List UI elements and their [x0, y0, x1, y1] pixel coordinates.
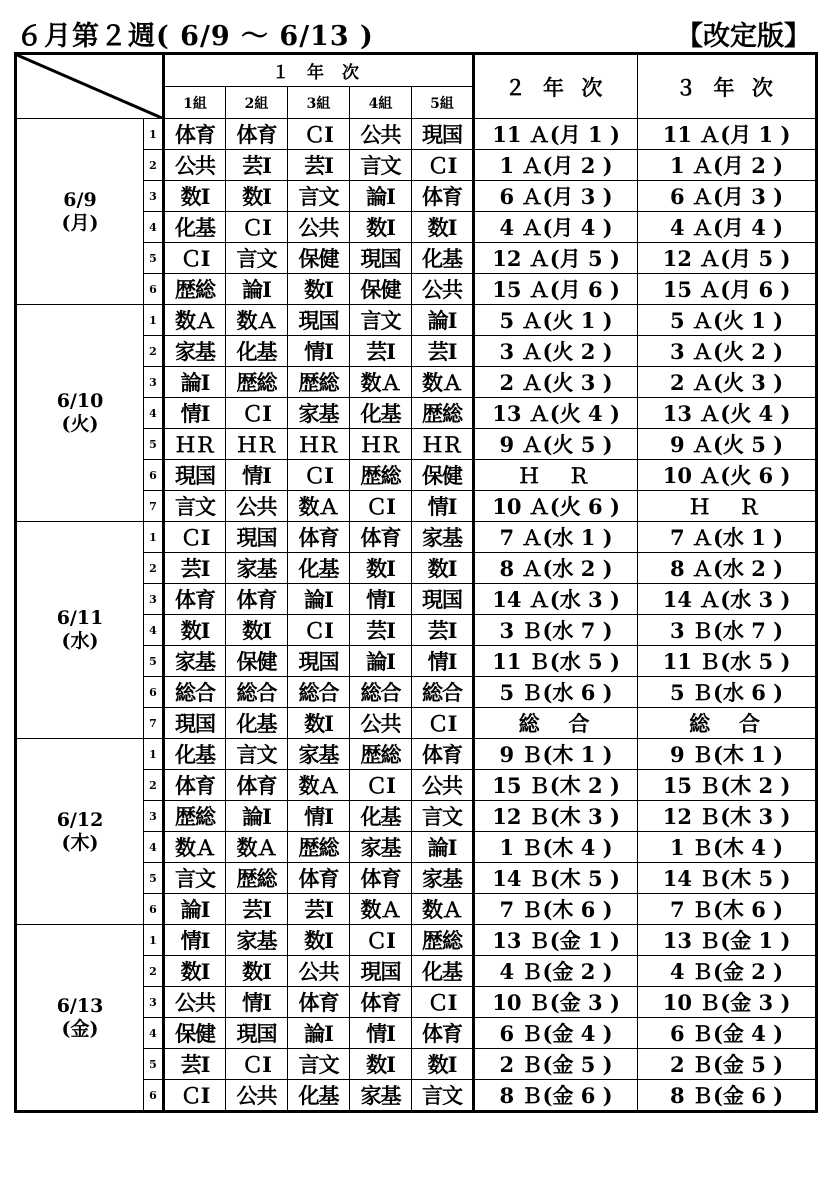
document-header: [8, 14, 821, 50]
subject-cell: 言文: [412, 1080, 474, 1112]
subject-cell: 歴総: [350, 460, 412, 491]
subject-cell: ＨＲ: [288, 429, 350, 460]
period-number: 6: [144, 1080, 164, 1112]
subject-cell: 言文: [164, 491, 226, 522]
subject-cell: 現国: [412, 119, 474, 150]
subject-cell: 化基: [226, 708, 288, 739]
subject-cell: 家基: [226, 553, 288, 584]
subject-cell: 化基: [412, 243, 474, 274]
subject-cell: 数Ａ: [350, 894, 412, 925]
period-number: 5: [144, 1049, 164, 1080]
subject-cell: ＣⅠ: [288, 119, 350, 150]
subject-cell: 保健: [350, 274, 412, 305]
year3-cell: 15 Ｂ(木 2 ): [638, 770, 817, 801]
year2-cell: 13 Ａ(火 4 ): [474, 398, 638, 429]
subject-cell: 体育: [288, 987, 350, 1018]
subject-cell: 現国: [164, 708, 226, 739]
year2-cell: 2 Ｂ(金 5 ): [474, 1049, 638, 1080]
year2-cell: 12 Ａ(月 5 ): [474, 243, 638, 274]
subject-cell: 公共: [226, 1080, 288, 1112]
subject-cell: 現国: [350, 956, 412, 987]
table-row: [16, 522, 817, 553]
year2-cell: 5 Ｂ(水 6 ): [474, 677, 638, 708]
year3-cell: 15 Ａ(月 6 ): [638, 274, 817, 305]
subject-cell: 論Ⅰ: [288, 584, 350, 615]
subject-cell: 化基: [412, 956, 474, 987]
subject-cell: 数Ａ: [164, 832, 226, 863]
subject-cell: 言文: [350, 305, 412, 336]
subject-cell: 歴総: [412, 398, 474, 429]
subject-cell: 数Ａ: [226, 832, 288, 863]
subject-cell: 数Ⅰ: [350, 553, 412, 584]
year3-cell: 1 Ｂ(木 4 ): [638, 832, 817, 863]
subject-cell: ＣⅠ: [350, 491, 412, 522]
subject-cell: 体育: [350, 863, 412, 894]
year2-cell: 15 Ａ(月 6 ): [474, 274, 638, 305]
period-number: 2: [144, 553, 164, 584]
subject-cell: 体育: [164, 770, 226, 801]
year2-cell: 1 Ａ(月 2 ): [474, 150, 638, 181]
subject-cell: ＨＲ: [350, 429, 412, 460]
subject-cell: 化基: [288, 1080, 350, 1112]
period-number: 5: [144, 863, 164, 894]
subject-cell: 化基: [164, 212, 226, 243]
subject-cell: 化基: [226, 336, 288, 367]
day-weekday: (木): [61, 831, 99, 854]
period-number: 3: [144, 801, 164, 832]
year3-cell: Ｈ Ｒ: [638, 491, 817, 522]
year2-cell: 11 Ｂ(水 5 ): [474, 646, 638, 677]
subject-cell: 数Ａ: [164, 305, 226, 336]
year3-cell: 9 Ａ(火 5 ): [638, 429, 817, 460]
subject-cell: 家基: [288, 739, 350, 770]
subject-cell: 体育: [164, 119, 226, 150]
year3-cell: 5 Ｂ(水 6 ): [638, 677, 817, 708]
day-weekday: (水): [61, 630, 99, 652]
subject-cell: 論Ⅰ: [288, 1018, 350, 1049]
subject-cell: ＣⅠ: [412, 708, 474, 739]
subject-cell: 論Ⅰ: [226, 274, 288, 305]
subject-cell: 保健: [288, 243, 350, 274]
table-row: [16, 739, 817, 770]
subject-cell: 芸Ⅰ: [412, 615, 474, 646]
subject-cell: 体育: [412, 1018, 474, 1049]
subject-cell: 情Ⅰ: [164, 925, 226, 956]
subject-cell: 家基: [412, 522, 474, 553]
period-number: 3: [144, 367, 164, 398]
year2-cell: 9 Ａ(火 5 ): [474, 429, 638, 460]
year3-cell: 3 Ａ(火 2 ): [638, 336, 817, 367]
group-header: 2組: [226, 87, 288, 119]
subject-cell: ＣⅠ: [164, 522, 226, 553]
group-header: 4組: [350, 87, 412, 119]
subject-cell: 現国: [226, 522, 288, 553]
subject-cell: 化基: [350, 398, 412, 429]
period-number: 5: [144, 646, 164, 677]
year3-cell: 14 Ｂ(木 5 ): [638, 863, 817, 894]
year3-cell: 10 Ｂ(金 3 ): [638, 987, 817, 1018]
year2-cell: 総 合: [474, 708, 638, 739]
year2-cell: 1 Ｂ(木 4 ): [474, 832, 638, 863]
subject-cell: 化基: [164, 739, 226, 770]
subject-cell: 数Ⅰ: [164, 181, 226, 212]
period-number: 1: [144, 305, 164, 336]
period-number: 3: [144, 584, 164, 615]
subject-cell: 総合: [350, 677, 412, 708]
subject-cell: 芸Ⅰ: [288, 150, 350, 181]
day-weekday: (月): [61, 211, 99, 234]
group-header: 3組: [288, 87, 350, 119]
subject-cell: ＣⅠ: [164, 243, 226, 274]
subject-cell: 体育: [288, 522, 350, 553]
year2-cell: 7 Ａ(水 1 ): [474, 522, 638, 553]
year3-cell: 総 合: [638, 708, 817, 739]
subject-cell: 歴総: [412, 925, 474, 956]
period-number: 6: [144, 894, 164, 925]
year2-cell: 3 Ａ(火 2 ): [474, 336, 638, 367]
subject-cell: ＣⅠ: [226, 398, 288, 429]
year3-cell: 8 Ａ(水 2 ): [638, 553, 817, 584]
revision-badge: 【改定版】: [676, 21, 811, 52]
year3-cell: 11 Ｂ(水 5 ): [638, 646, 817, 677]
subject-cell: 情Ⅰ: [164, 398, 226, 429]
subject-cell: 数Ⅰ: [412, 212, 474, 243]
subject-cell: 公共: [412, 770, 474, 801]
subject-cell: ＨＲ: [164, 429, 226, 460]
year2-cell: 9 Ｂ(木 1 ): [474, 739, 638, 770]
subject-cell: 家基: [350, 1080, 412, 1112]
subject-cell: 公共: [412, 274, 474, 305]
subject-cell: 家基: [164, 336, 226, 367]
subject-cell: 情Ⅰ: [288, 801, 350, 832]
subject-cell: 体育: [226, 584, 288, 615]
year2-cell: 10 Ｂ(金 3 ): [474, 987, 638, 1018]
subject-cell: 言文: [164, 863, 226, 894]
subject-cell: 歴総: [226, 367, 288, 398]
period-number: 6: [144, 677, 164, 708]
year2-cell: 13 Ｂ(金 1 ): [474, 925, 638, 956]
subject-cell: 数Ⅰ: [288, 925, 350, 956]
period-number: 2: [144, 956, 164, 987]
subject-cell: ＣⅠ: [226, 212, 288, 243]
year3-header: ３ 年 次: [638, 54, 817, 119]
subject-cell: ＣⅠ: [412, 987, 474, 1018]
period-number: 3: [144, 987, 164, 1018]
group-header: 5組: [412, 87, 474, 119]
subject-cell: 家基: [350, 832, 412, 863]
year3-cell: 4 Ｂ(金 2 ): [638, 956, 817, 987]
year1-header: １ 年 次: [164, 54, 474, 87]
corner-cell: [16, 54, 164, 119]
subject-cell: 公共: [288, 956, 350, 987]
year2-cell: 11 Ａ(月 1 ): [474, 119, 638, 150]
year3-cell: 7 Ｂ(木 6 ): [638, 894, 817, 925]
year2-cell: 12 Ｂ(木 3 ): [474, 801, 638, 832]
year2-cell: 4 Ｂ(金 2 ): [474, 956, 638, 987]
subject-cell: 論Ⅰ: [412, 305, 474, 336]
day-cell: [16, 739, 144, 925]
period-number: 1: [144, 522, 164, 553]
year2-cell: 6 Ａ(月 3 ): [474, 181, 638, 212]
day-cell: [16, 305, 144, 522]
subject-cell: 現国: [226, 1018, 288, 1049]
subject-cell: 論Ⅰ: [412, 832, 474, 863]
subject-cell: 歴総: [164, 801, 226, 832]
subject-cell: 情Ⅰ: [226, 987, 288, 1018]
subject-cell: 芸Ⅰ: [164, 1049, 226, 1080]
subject-cell: 数Ａ: [412, 367, 474, 398]
year2-cell: 3 Ｂ(水 7 ): [474, 615, 638, 646]
table-row: [16, 925, 817, 956]
subject-cell: 公共: [164, 987, 226, 1018]
subject-cell: 数Ⅰ: [226, 181, 288, 212]
subject-cell: 数Ⅰ: [288, 274, 350, 305]
day-date: 6/9: [63, 188, 97, 211]
diagonal-line-icon: [17, 55, 162, 118]
year3-cell: 3 Ｂ(水 7 ): [638, 615, 817, 646]
subject-cell: 芸Ⅰ: [350, 336, 412, 367]
subject-cell: 数Ⅰ: [164, 615, 226, 646]
day-date: 6/12: [56, 808, 104, 831]
subject-cell: 総合: [164, 677, 226, 708]
subject-cell: 数Ⅰ: [350, 1049, 412, 1080]
subject-cell: 論Ⅰ: [164, 367, 226, 398]
year2-cell: 8 Ａ(水 2 ): [474, 553, 638, 584]
period-number: 6: [144, 274, 164, 305]
subject-cell: 論Ⅰ: [226, 801, 288, 832]
subject-cell: 現国: [412, 584, 474, 615]
subject-cell: 保健: [226, 646, 288, 677]
period-number: 4: [144, 832, 164, 863]
subject-cell: ＣⅠ: [412, 150, 474, 181]
subject-cell: 体育: [164, 584, 226, 615]
subject-cell: ＣⅠ: [288, 460, 350, 491]
period-number: 1: [144, 739, 164, 770]
subject-cell: 現国: [164, 460, 226, 491]
year2-cell: 14 Ａ(水 3 ): [474, 584, 638, 615]
year3-cell: 9 Ｂ(木 1 ): [638, 739, 817, 770]
period-number: 2: [144, 336, 164, 367]
subject-cell: 現国: [350, 243, 412, 274]
subject-cell: 芸Ⅰ: [288, 894, 350, 925]
period-number: 4: [144, 398, 164, 429]
subject-cell: 化基: [350, 801, 412, 832]
subject-cell: 言文: [288, 181, 350, 212]
subject-cell: 歴総: [350, 739, 412, 770]
subject-cell: 体育: [288, 863, 350, 894]
subject-cell: ＨＲ: [412, 429, 474, 460]
year3-cell: 14 Ａ(水 3 ): [638, 584, 817, 615]
subject-cell: 総合: [288, 677, 350, 708]
subject-cell: 体育: [350, 522, 412, 553]
subject-cell: 数Ａ: [288, 491, 350, 522]
subject-cell: 情Ⅰ: [412, 646, 474, 677]
period-number: 5: [144, 243, 164, 274]
subject-cell: ＨＲ: [226, 429, 288, 460]
subject-cell: 家基: [288, 398, 350, 429]
subject-cell: 公共: [164, 150, 226, 181]
period-number: 7: [144, 708, 164, 739]
timetable-body: [16, 119, 817, 1112]
year3-cell: 12 Ａ(月 5 ): [638, 243, 817, 274]
table-row: [16, 305, 817, 336]
year2-cell: 4 Ａ(月 4 ): [474, 212, 638, 243]
subject-cell: 保健: [164, 1018, 226, 1049]
subject-cell: 数Ａ: [350, 367, 412, 398]
day-date: 6/13: [56, 994, 104, 1017]
year2-cell: 10 Ａ(火 6 ): [474, 491, 638, 522]
subject-cell: 化基: [288, 553, 350, 584]
year2-cell: 5 Ａ(火 1 ): [474, 305, 638, 336]
year3-cell: 11 Ａ(月 1 ): [638, 119, 817, 150]
subject-cell: 家基: [412, 863, 474, 894]
year2-cell: 6 Ｂ(金 4 ): [474, 1018, 638, 1049]
timetable: [14, 52, 818, 1113]
year3-cell: 4 Ａ(月 4 ): [638, 212, 817, 243]
year2-header: ２ 年 次: [474, 54, 638, 119]
subject-cell: 体育: [350, 987, 412, 1018]
subject-cell: 歴総: [164, 274, 226, 305]
subject-cell: ＣⅠ: [350, 925, 412, 956]
subject-cell: 歴総: [226, 863, 288, 894]
subject-cell: 公共: [350, 708, 412, 739]
subject-cell: 芸Ⅰ: [226, 894, 288, 925]
subject-cell: ＣⅠ: [164, 1080, 226, 1112]
subject-cell: 情Ⅰ: [412, 491, 474, 522]
subject-cell: 体育: [412, 181, 474, 212]
subject-cell: 芸Ⅰ: [226, 150, 288, 181]
period-number: 4: [144, 1018, 164, 1049]
period-number: 5: [144, 429, 164, 460]
group-header: 1組: [164, 87, 226, 119]
day-date: 6/11: [56, 607, 104, 630]
subject-cell: 公共: [288, 212, 350, 243]
year2-cell: 8 Ｂ(金 6 ): [474, 1080, 638, 1112]
subject-cell: 数Ⅰ: [164, 956, 226, 987]
subject-cell: 数Ａ: [412, 894, 474, 925]
year2-cell: 14 Ｂ(木 5 ): [474, 863, 638, 894]
subject-cell: 現国: [288, 305, 350, 336]
subject-cell: 家基: [226, 925, 288, 956]
subject-cell: 言文: [288, 1049, 350, 1080]
year3-cell: 12 Ｂ(木 3 ): [638, 801, 817, 832]
page-title: ６月第２週( 6/9 ～ 6/13 ): [16, 21, 374, 52]
subject-cell: 芸Ⅰ: [412, 336, 474, 367]
day-date: 6/10: [56, 390, 104, 413]
subject-cell: 公共: [350, 119, 412, 150]
year3-cell: 2 Ｂ(金 5 ): [638, 1049, 817, 1080]
subject-cell: 言文: [350, 150, 412, 181]
subject-cell: 公共: [226, 491, 288, 522]
year2-cell: 7 Ｂ(木 6 ): [474, 894, 638, 925]
year3-cell: 2 Ａ(火 3 ): [638, 367, 817, 398]
year3-cell: 6 Ａ(月 3 ): [638, 181, 817, 212]
period-number: 1: [144, 119, 164, 150]
subject-cell: 体育: [226, 770, 288, 801]
year3-cell: 5 Ａ(火 1 ): [638, 305, 817, 336]
subject-cell: 歴総: [288, 367, 350, 398]
subject-cell: 数Ａ: [288, 770, 350, 801]
year3-cell: 13 Ｂ(金 1 ): [638, 925, 817, 956]
subject-cell: 芸Ⅰ: [164, 553, 226, 584]
subject-cell: 現国: [288, 646, 350, 677]
year3-cell: 10 Ａ(火 6 ): [638, 460, 817, 491]
year3-cell: 8 Ｂ(金 6 ): [638, 1080, 817, 1112]
year3-cell: 1 Ａ(月 2 ): [638, 150, 817, 181]
subject-cell: 数Ⅰ: [226, 615, 288, 646]
subject-cell: 芸Ⅰ: [350, 615, 412, 646]
subject-cell: 体育: [412, 739, 474, 770]
subject-cell: 数Ａ: [226, 305, 288, 336]
subject-cell: 言文: [412, 801, 474, 832]
subject-cell: 情Ⅰ: [226, 460, 288, 491]
subject-cell: 家基: [164, 646, 226, 677]
subject-cell: ＣⅠ: [350, 770, 412, 801]
period-number: 6: [144, 460, 164, 491]
day-weekday: (金): [61, 1017, 99, 1040]
day-cell: [16, 925, 144, 1112]
period-number: 7: [144, 491, 164, 522]
subject-cell: 情Ⅰ: [288, 336, 350, 367]
subject-cell: 数Ⅰ: [288, 708, 350, 739]
subject-cell: ＣⅠ: [288, 615, 350, 646]
year2-cell: Ｈ Ｒ: [474, 460, 638, 491]
subject-cell: 数Ⅰ: [412, 1049, 474, 1080]
year3-cell: 6 Ｂ(金 4 ): [638, 1018, 817, 1049]
period-number: 2: [144, 770, 164, 801]
day-cell: [16, 119, 144, 305]
subject-cell: ＣⅠ: [226, 1049, 288, 1080]
subject-cell: 情Ⅰ: [350, 1018, 412, 1049]
subject-cell: 保健: [412, 460, 474, 491]
year2-cell: 15 Ｂ(木 2 ): [474, 770, 638, 801]
subject-cell: 論Ⅰ: [164, 894, 226, 925]
period-number: 3: [144, 181, 164, 212]
year2-cell: 2 Ａ(火 3 ): [474, 367, 638, 398]
subject-cell: 体育: [226, 119, 288, 150]
subject-cell: 論Ⅰ: [350, 646, 412, 677]
subject-cell: 言文: [226, 243, 288, 274]
day-cell: [16, 522, 144, 739]
subject-cell: 総合: [412, 677, 474, 708]
subject-cell: 歴総: [288, 832, 350, 863]
subject-cell: 数Ⅰ: [226, 956, 288, 987]
year3-cell: 13 Ａ(火 4 ): [638, 398, 817, 429]
period-number: 4: [144, 615, 164, 646]
subject-cell: 数Ⅰ: [412, 553, 474, 584]
subject-cell: 数Ⅰ: [350, 212, 412, 243]
day-weekday: (火): [61, 413, 99, 435]
period-number: 4: [144, 212, 164, 243]
subject-cell: 論Ⅰ: [350, 181, 412, 212]
period-number: 1: [144, 925, 164, 956]
subject-cell: 総合: [226, 677, 288, 708]
subject-cell: 情Ⅰ: [350, 584, 412, 615]
year3-cell: 7 Ａ(水 1 ): [638, 522, 817, 553]
period-number: 2: [144, 150, 164, 181]
subject-cell: 言文: [226, 739, 288, 770]
table-row: [16, 119, 817, 150]
